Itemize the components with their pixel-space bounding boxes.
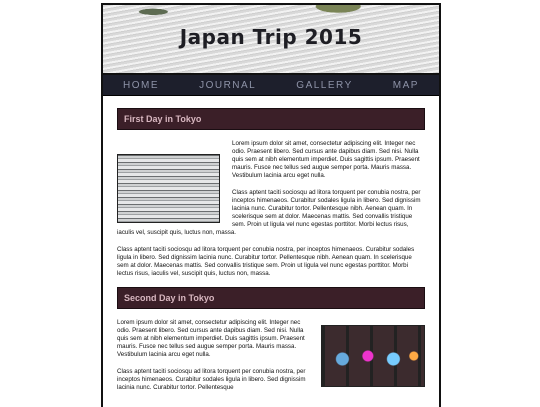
journal-entry-day-1 [117,108,425,278]
nav-journal-link[interactable]: JOURNAL [199,79,257,91]
main-content [103,96,439,392]
section-heading: First Day in Tokyo [117,108,425,130]
entry-paragraph: Class aptent taciti sociosqu ad litora torquent per conubia nostra, per inceptos himenaeos. Curabitur sodales ligula in libero. Sed dignissim lacinia nunc. Curabitur tortor. Pellentesque nibh. Aenean quam. In scelerisque sem at dolor. Maecenas mattis. Sed convallis tristique sem. Proin ut ligula vel nunc egestas porttitor. Morbi lectus risus, iaculis vel, suscipit quis, luctus non, massa. [117,246,415,277]
site-title: Japan Trip 2015 [179,25,363,49]
section-heading: Second Day in Tokyo [117,287,425,309]
nav-map-link[interactable]: MAP [392,79,419,91]
entry-paragraph: Class aptent taciti sociosqu ad litora torquent per conubia nostra, per inceptos himenaeos. Curabitur sodales ligula in libero. Sed dignissim lacinia nunc. Curabitur tortor. Pellentesque nibh. Aenean quam. In scelerisque sem at dolor. Maecenas mattis. Sed convallis tristique sem. Proin ut ligula vel nunc egestas porttitor. Morbi lectus risus, iaculis vel, suscipit quis, luctus non, massa. [117,189,421,236]
entry-paragraph: Lorem ipsum dolor sit amet, consectetur adipiscing elit. Integer nec odio. Praesent libero. Sed cursus ante dapibus diam. Sed nisi. Nulla quis sem at nibh elementum imperdiet. Duis sagittis ipsum. Praesent mauris. Fusce nec tellus sed augue semper porta. Mauris massa. Vestibulum lacinia arcu eget nulla. [232,140,420,179]
entry-paragraph: Lorem ipsum dolor sit amet, consectetur adipiscing elit. Integer nec odio. Praesent libero. Sed cursus ante dapibus diam. Sed nisi. Nulla quis sem at nibh elementum imperdiet. Duis sagittis ipsum. Praesent mauris. Fusce nec tellus sed augue semper porta. Mauris massa. Vestibulum lacinia arcu eget nulla. [117,319,305,358]
photo-zen-garden [117,154,220,223]
page-container [101,3,441,407]
site-header [103,5,439,75]
nav-home-link[interactable]: HOME [123,79,160,91]
nav-gallery-link[interactable]: GALLERY [296,79,353,91]
journal-entry-day-2 [117,287,425,392]
entry-paragraph: Class aptent taciti sociosqu ad litora torquent per conubia nostra, per inceptos himenaeos. Curabitur sodales ligula in libero. Sed dignissim lacinia nunc. Curabitur tortor. Pellentesque [117,368,306,391]
photo-pachinko-machines [321,325,425,387]
main-nav [103,75,439,96]
